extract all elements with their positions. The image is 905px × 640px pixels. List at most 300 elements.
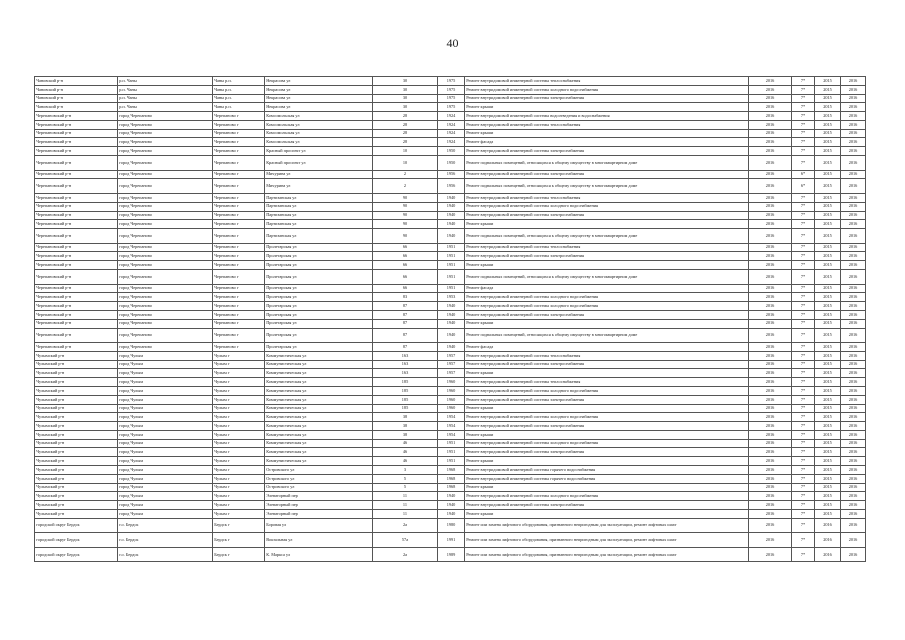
cell-end-year: 2016 [841, 351, 866, 360]
cell-house-number: 163 [373, 369, 438, 378]
cell-street: Пролетарская ул [265, 310, 373, 319]
cell-municipality: р.п. Чаны [118, 103, 213, 112]
table-row [35, 395, 866, 404]
cell-municipality: город Чулым [118, 509, 213, 518]
cell-end-year: 2016 [841, 360, 866, 369]
cell-street: Партизанская ул [265, 220, 373, 229]
cell-build-year: 1956 [438, 179, 465, 194]
cell-start-year: 2015 [815, 229, 841, 244]
cell-plan-year: 2016 [749, 156, 792, 171]
cell-district: Черепановский р-н [35, 229, 118, 244]
table-row [35, 518, 866, 533]
cell-district: Чановский р-н [35, 85, 118, 94]
cell-municipality: город Черепаново [118, 229, 213, 244]
cell-start-year: 2015 [815, 413, 841, 422]
cell-street: Коммунистическая ул [265, 439, 373, 448]
cell-build-year: 1940 [438, 202, 465, 211]
cell-work-type: Ремонт крыши [465, 457, 749, 466]
cell-district: Чулымский р-н [35, 483, 118, 492]
cell-municipality: г.о. Бердск [118, 547, 213, 562]
cell-district: Черепановский р-н [35, 193, 118, 202]
cell-house-number: 90 [373, 229, 438, 244]
cell-build-year: 1960 [438, 395, 465, 404]
cell-settlement: Черепаново г [213, 252, 265, 261]
cell-end-year: 2016 [841, 533, 866, 548]
cell-start-year: 2015 [815, 193, 841, 202]
cell-build-year: 1940 [438, 492, 465, 501]
cell-plan-year: 2016 [749, 430, 792, 439]
cell-end-year: 2016 [841, 112, 866, 121]
cell-municipality: город Чулым [118, 474, 213, 483]
cell-district: Черепановский р-н [35, 138, 118, 147]
cell-start-year: 2015 [815, 439, 841, 448]
cell-municipality: город Черепаново [118, 112, 213, 121]
cell-district: Черепановский р-н [35, 170, 118, 179]
cell-house-number: 28 [373, 120, 438, 129]
cell-work-type: Ремонт внутридомовой инженерной системы электроснабжения [465, 360, 749, 369]
cell-house-number: 2а [373, 518, 438, 533]
cell-plan-year: 2016 [749, 252, 792, 261]
cell-house-number: 11 [373, 509, 438, 518]
cell-district: Чулымский р-н [35, 457, 118, 466]
cell-plan-year: 2016 [749, 319, 792, 328]
cell-plan-year: 2016 [749, 466, 792, 475]
cell-start-year: 2015 [815, 492, 841, 501]
cell-build-year: 1954 [438, 422, 465, 431]
cell-priority: 7* [792, 413, 815, 422]
cell-plan-year: 2016 [749, 220, 792, 229]
cell-work-type: Ремонт внутридомовой инженерной системы электроснабжения [465, 211, 749, 220]
cell-settlement: Бердск г [213, 518, 265, 533]
cell-start-year: 2015 [815, 360, 841, 369]
cell-settlement: Черепаново г [213, 156, 265, 171]
cell-district: Чановский р-н [35, 103, 118, 112]
cell-build-year: 1975 [438, 85, 465, 94]
cell-priority: 7* [792, 533, 815, 548]
cell-municipality: город Черепаново [118, 293, 213, 302]
cell-municipality: город Черепаново [118, 302, 213, 311]
cell-settlement: Чаны р.п. [213, 85, 265, 94]
cell-district: Черепановский р-н [35, 302, 118, 311]
cell-work-type: Ремонт внутридомовой инженерной системы теплоснабжения [465, 243, 749, 252]
cell-plan-year: 2016 [749, 395, 792, 404]
cell-priority: 6* [792, 179, 815, 194]
cell-plan-year: 2016 [749, 483, 792, 492]
page-number: 40 [446, 36, 459, 50]
cell-end-year: 2016 [841, 395, 866, 404]
cell-build-year: 1975 [438, 77, 465, 86]
cell-house-number: 163 [373, 351, 438, 360]
cell-house-number: 163 [373, 360, 438, 369]
cell-district: Чулымский р-н [35, 395, 118, 404]
table-row [35, 77, 866, 86]
cell-settlement: Чулым г [213, 466, 265, 475]
cell-priority: 7* [792, 261, 815, 270]
cell-priority: 7* [792, 395, 815, 404]
cell-settlement: Чулым г [213, 369, 265, 378]
cell-street: Островского ул [265, 466, 373, 475]
cell-settlement: Черепаново г [213, 284, 265, 293]
cell-work-type: Ремонт крыши [465, 430, 749, 439]
table-row [35, 533, 866, 548]
cell-house-number: 83 [373, 293, 438, 302]
cell-district: Черепановский р-н [35, 220, 118, 229]
cell-house-number: 11 [373, 492, 438, 501]
cell-district: Чулымский р-н [35, 474, 118, 483]
cell-priority: 7* [792, 77, 815, 86]
cell-priority: 7* [792, 94, 815, 103]
cell-build-year: 1940 [438, 310, 465, 319]
cell-street: Коммунистическая ул [265, 360, 373, 369]
table-row [35, 319, 866, 328]
cell-start-year: 2015 [815, 138, 841, 147]
table-row [35, 457, 866, 466]
cell-plan-year: 2016 [749, 112, 792, 121]
cell-plan-year: 2016 [749, 328, 792, 343]
cell-end-year: 2016 [841, 261, 866, 270]
cell-priority: 7* [792, 386, 815, 395]
cell-start-year: 2016 [815, 547, 841, 562]
cell-priority: 7* [792, 156, 815, 171]
cell-house-number: 11 [373, 501, 438, 510]
cell-start-year: 2015 [815, 386, 841, 395]
cell-settlement: Чаны р.п. [213, 77, 265, 86]
table-row [35, 501, 866, 510]
cell-build-year: 1960 [438, 386, 465, 395]
cell-street: Элеваторный пер [265, 501, 373, 510]
cell-work-type: Ремонт подвальных помещений, относящихся к общему имуществу в многоквартирном доме [465, 270, 749, 285]
cell-municipality: город Черепаново [118, 310, 213, 319]
cell-settlement: Чулым г [213, 413, 265, 422]
cell-district: Чулымский р-н [35, 509, 118, 518]
cell-priority: 7* [792, 211, 815, 220]
cell-municipality: город Черепаново [118, 170, 213, 179]
cell-district: Черепановский р-н [35, 319, 118, 328]
cell-municipality: город Чулым [118, 413, 213, 422]
table-row [35, 351, 866, 360]
cell-work-type: Ремонт внутридомовой инженерной системы холодного водоснабжения [465, 202, 749, 211]
cell-house-number: 10 [373, 156, 438, 171]
cell-plan-year: 2016 [749, 422, 792, 431]
cell-work-type: Ремонт внутридомовой инженерной системы электроснабжения [465, 252, 749, 261]
cell-start-year: 2015 [815, 179, 841, 194]
cell-priority: 7* [792, 404, 815, 413]
cell-house-number: 66 [373, 270, 438, 285]
cell-end-year: 2016 [841, 439, 866, 448]
cell-start-year: 2015 [815, 270, 841, 285]
cell-build-year: 1924 [438, 129, 465, 138]
table-row [35, 147, 866, 156]
cell-end-year: 2016 [841, 270, 866, 285]
cell-work-type: Ремонт крыши [465, 319, 749, 328]
cell-plan-year: 2016 [749, 310, 792, 319]
cell-district: Черепановский р-н [35, 343, 118, 352]
cell-build-year: 1975 [438, 103, 465, 112]
cell-end-year: 2016 [841, 302, 866, 311]
table-row [35, 328, 866, 343]
cell-end-year: 2016 [841, 252, 866, 261]
cell-district: Чулымский р-н [35, 378, 118, 387]
cell-build-year: 1951 [438, 448, 465, 457]
cell-district: Черепановский р-н [35, 211, 118, 220]
cell-work-type: Ремонт внутридомовой инженерной системы электроснабжения [465, 448, 749, 457]
cell-district: Чановский р-н [35, 77, 118, 86]
cell-work-type: Ремонт внутридомовой инженерной системы холодного водоснабжения [465, 413, 749, 422]
cell-settlement: Черепаново г [213, 293, 265, 302]
cell-municipality: г.о. Бердск [118, 533, 213, 548]
cell-district: Черепановский р-н [35, 261, 118, 270]
cell-priority: 7* [792, 202, 815, 211]
cell-priority: 7* [792, 120, 815, 129]
cell-plan-year: 2016 [749, 202, 792, 211]
cell-plan-year: 2016 [749, 474, 792, 483]
cell-settlement: Бердск г [213, 533, 265, 548]
cell-work-type: Ремонт внутридомовой инженерной системы холодного водоснабжения [465, 302, 749, 311]
cell-street: К. Маркса ул [265, 547, 373, 562]
cell-district: Чулымский р-н [35, 439, 118, 448]
cell-end-year: 2016 [841, 422, 866, 431]
table-row [35, 261, 866, 270]
cell-house-number: 38 [373, 422, 438, 431]
cell-house-number: 66 [373, 261, 438, 270]
cell-plan-year: 2016 [749, 369, 792, 378]
cell-plan-year: 2016 [749, 448, 792, 457]
cell-settlement: Чулым г [213, 422, 265, 431]
cell-end-year: 2016 [841, 369, 866, 378]
cell-house-number: 30 [373, 103, 438, 112]
cell-priority: 7* [792, 243, 815, 252]
table-row [35, 466, 866, 475]
cell-street: Элеваторный пер [265, 509, 373, 518]
table-row [35, 448, 866, 457]
cell-work-type: Ремонт внутридомовой инженерной системы теплоснабжения [465, 77, 749, 86]
cell-build-year: 1940 [438, 229, 465, 244]
cell-work-type: Ремонт внутридомовой инженерной системы электроснабжения [465, 170, 749, 179]
cell-build-year: 1940 [438, 302, 465, 311]
cell-street: Комсомольская ул [265, 120, 373, 129]
cell-work-type: Ремонт крыши [465, 404, 749, 413]
cell-street: Некрасова ул [265, 103, 373, 112]
cell-municipality: р.п. Чаны [118, 94, 213, 103]
cell-build-year: 1951 [438, 270, 465, 285]
cell-settlement: Чулым г [213, 492, 265, 501]
cell-house-number: 87 [373, 328, 438, 343]
cell-start-year: 2015 [815, 103, 841, 112]
cell-start-year: 2015 [815, 501, 841, 510]
cell-build-year: 1924 [438, 138, 465, 147]
cell-district: городской округ Бердск [35, 547, 118, 562]
cell-district: Чулымский р-н [35, 404, 118, 413]
cell-start-year: 2015 [815, 293, 841, 302]
cell-district: Чулымский р-н [35, 501, 118, 510]
cell-street: Партизанская ул [265, 193, 373, 202]
cell-district: Черепановский р-н [35, 284, 118, 293]
table-row [35, 430, 866, 439]
cell-end-year: 2016 [841, 404, 866, 413]
cell-municipality: город Чулым [118, 422, 213, 431]
cell-district: Черепановский р-н [35, 129, 118, 138]
cell-start-year: 2015 [815, 112, 841, 121]
cell-end-year: 2016 [841, 492, 866, 501]
cell-street: Мичурина ул [265, 170, 373, 179]
cell-street: Пролетарская ул [265, 284, 373, 293]
cell-settlement: Бердск г [213, 547, 265, 562]
cell-build-year: 1951 [438, 439, 465, 448]
cell-start-year: 2015 [815, 202, 841, 211]
cell-build-year: 1950 [438, 156, 465, 171]
cell-settlement: Чулым г [213, 404, 265, 413]
cell-build-year: 1989 [438, 547, 465, 562]
cell-end-year: 2016 [841, 147, 866, 156]
table-row [35, 129, 866, 138]
cell-plan-year: 2016 [749, 439, 792, 448]
cell-work-type: Ремонт крыши [465, 369, 749, 378]
cell-build-year: 1991 [438, 533, 465, 548]
cell-municipality: город Чулым [118, 483, 213, 492]
cell-work-type: Ремонт внутридомовой инженерной системы горячего водоснабжения [465, 466, 749, 475]
cell-plan-year: 2016 [749, 261, 792, 270]
cell-build-year: 1957 [438, 360, 465, 369]
cell-municipality: город Чулым [118, 386, 213, 395]
cell-street: Боровая ул [265, 518, 373, 533]
cell-start-year: 2015 [815, 170, 841, 179]
cell-house-number: 90 [373, 220, 438, 229]
cell-priority: 7* [792, 518, 815, 533]
table-row [35, 170, 866, 179]
cell-end-year: 2016 [841, 501, 866, 510]
cell-priority: 7* [792, 369, 815, 378]
cell-work-type: Ремонт внутридомовой инженерной системы холодного водоснабжения [465, 293, 749, 302]
cell-municipality: город Чулым [118, 439, 213, 448]
cell-settlement: Черепаново г [213, 302, 265, 311]
cell-end-year: 2016 [841, 284, 866, 293]
cell-house-number: 2 [373, 179, 438, 194]
cell-build-year: 1940 [438, 211, 465, 220]
cell-work-type: Ремонт внутридомовой инженерной системы электроснабжения [465, 501, 749, 510]
table-row [35, 483, 866, 492]
cell-settlement: Чаны р.п. [213, 103, 265, 112]
table-row [35, 293, 866, 302]
cell-end-year: 2016 [841, 156, 866, 171]
cell-work-type: Ремонт фасада [465, 343, 749, 352]
cell-build-year: 1951 [438, 252, 465, 261]
cell-work-type: Ремонт крыши [465, 483, 749, 492]
cell-end-year: 2016 [841, 518, 866, 533]
cell-start-year: 2015 [815, 457, 841, 466]
cell-street: Пролетарская ул [265, 270, 373, 285]
cell-municipality: город Черепаново [118, 202, 213, 211]
cell-plan-year: 2016 [749, 360, 792, 369]
cell-work-type: Ремонт или замена лифтового оборудования, признанного непригодным для эксплуатации, ремонт лифтовых шахт [465, 547, 749, 562]
cell-settlement: Чулым г [213, 351, 265, 360]
cell-house-number: 5 [373, 483, 438, 492]
cell-house-number: 185 [373, 395, 438, 404]
cell-street: Пролетарская ул [265, 319, 373, 328]
cell-start-year: 2015 [815, 404, 841, 413]
cell-plan-year: 2016 [749, 284, 792, 293]
cell-street: Пролетарская ул [265, 302, 373, 311]
cell-build-year: 1951 [438, 243, 465, 252]
cell-district: Черепановский р-н [35, 112, 118, 121]
cell-start-year: 2015 [815, 284, 841, 293]
cell-start-year: 2016 [815, 533, 841, 548]
cell-build-year: 1954 [438, 430, 465, 439]
cell-municipality: город Черепаново [118, 319, 213, 328]
cell-district: городской округ Бердск [35, 518, 118, 533]
cell-settlement: Черепаново г [213, 120, 265, 129]
cell-work-type: Ремонт подвальных помещений, относящихся к общему имуществу в многоквартирном доме [465, 179, 749, 194]
cell-priority: 7* [792, 492, 815, 501]
cell-district: Черепановский р-н [35, 270, 118, 285]
cell-priority: 7* [792, 360, 815, 369]
cell-municipality: город Черепаново [118, 328, 213, 343]
cell-settlement: Чулым г [213, 395, 265, 404]
cell-end-year: 2016 [841, 103, 866, 112]
cell-start-year: 2015 [815, 129, 841, 138]
cell-work-type: Ремонт или замена лифтового оборудования, признанного непригодным для эксплуатации, ремонт лифтовых шахт [465, 518, 749, 533]
cell-end-year: 2016 [841, 77, 866, 86]
cell-plan-year: 2016 [749, 77, 792, 86]
cell-municipality: город Черепаново [118, 261, 213, 270]
cell-start-year: 2015 [815, 156, 841, 171]
cell-street: Пролетарская ул [265, 293, 373, 302]
cell-start-year: 2015 [815, 430, 841, 439]
cell-plan-year: 2016 [749, 302, 792, 311]
cell-priority: 7* [792, 448, 815, 457]
cell-work-type: Ремонт внутридомовой инженерной системы электроснабжения [465, 147, 749, 156]
cell-plan-year: 2016 [749, 518, 792, 533]
cell-municipality: г.о. Бердск [118, 518, 213, 533]
cell-end-year: 2016 [841, 319, 866, 328]
table-row [35, 270, 866, 285]
cell-plan-year: 2016 [749, 501, 792, 510]
cell-house-number: 66 [373, 284, 438, 293]
cell-priority: 7* [792, 439, 815, 448]
cell-settlement: Черепаново г [213, 170, 265, 179]
cell-municipality: город Черепаново [118, 211, 213, 220]
cell-start-year: 2015 [815, 243, 841, 252]
cell-work-type: Ремонт внутридомовой инженерной системы холодного водоснабжения [465, 386, 749, 395]
cell-settlement: Черепаново г [213, 310, 265, 319]
cell-build-year: 1924 [438, 112, 465, 121]
cell-settlement: Чулым г [213, 448, 265, 457]
table-row [35, 439, 866, 448]
cell-municipality: город Чулым [118, 369, 213, 378]
cell-end-year: 2016 [841, 547, 866, 562]
cell-build-year: 1940 [438, 193, 465, 202]
cell-district: Черепановский р-н [35, 328, 118, 343]
cell-municipality: город Черепаново [118, 284, 213, 293]
cell-start-year: 2016 [815, 518, 841, 533]
cell-start-year: 2015 [815, 378, 841, 387]
cell-plan-year: 2016 [749, 378, 792, 387]
cell-priority: 7* [792, 547, 815, 562]
cell-work-type: Ремонт крыши [465, 129, 749, 138]
cell-priority: 7* [792, 103, 815, 112]
table-row [35, 103, 866, 112]
cell-municipality: город Черепаново [118, 156, 213, 171]
cell-end-year: 2016 [841, 386, 866, 395]
cell-build-year: 1951 [438, 284, 465, 293]
cell-house-number: 30 [373, 77, 438, 86]
cell-municipality: город Чулым [118, 501, 213, 510]
cell-settlement: Чулым г [213, 483, 265, 492]
cell-build-year: 1957 [438, 351, 465, 360]
table-row [35, 252, 866, 261]
cell-municipality: город Черепаново [118, 138, 213, 147]
table-row [35, 179, 866, 194]
cell-build-year: 1950 [438, 147, 465, 156]
